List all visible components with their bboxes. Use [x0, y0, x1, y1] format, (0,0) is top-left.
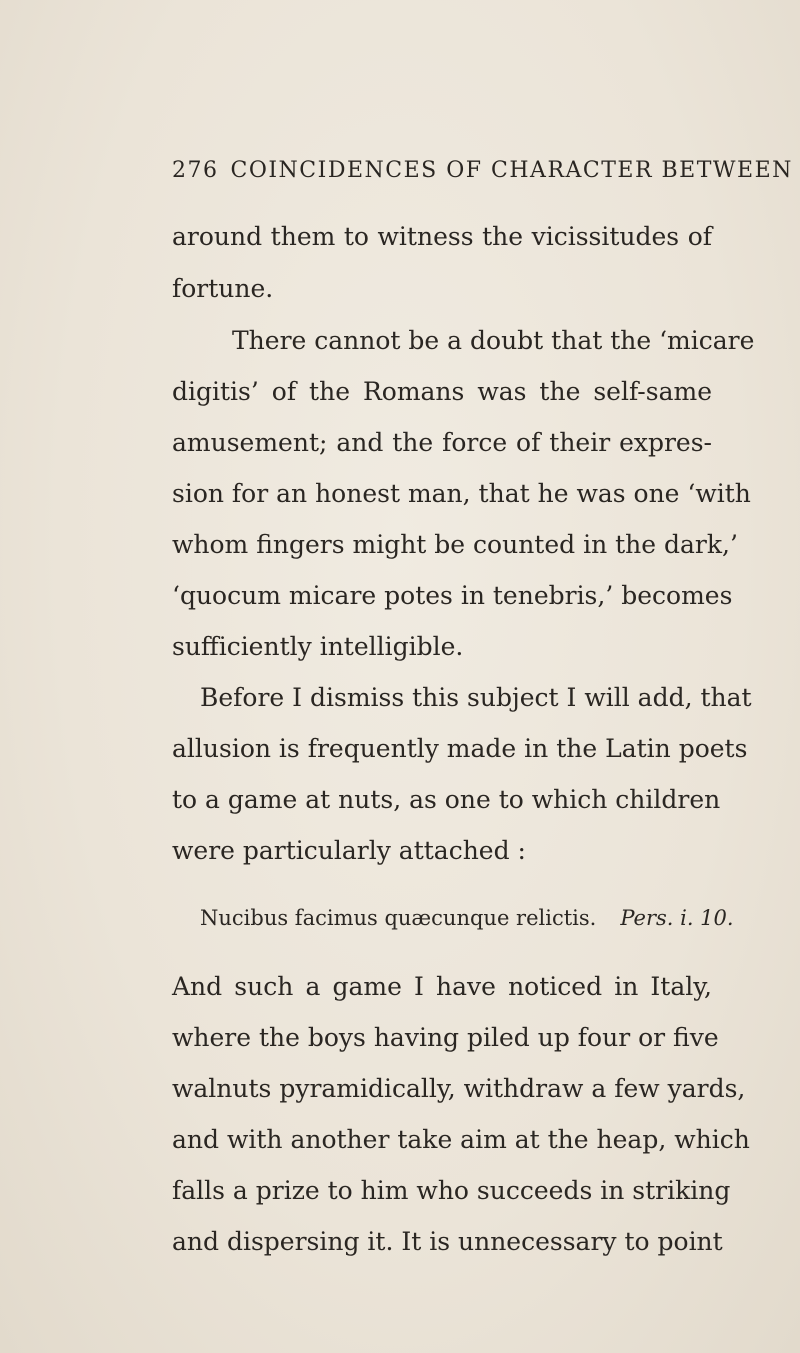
text-line: around them to witness the vicissitudes of [172, 222, 712, 251]
running-header [172, 158, 793, 183]
text-line: where the boys having piled up four or five [172, 1023, 719, 1052]
latin-quotation [200, 906, 734, 930]
text-line: ‘quocum micare potes in tenebris,’ becomes [172, 581, 733, 610]
text-line: walnuts pyramidically, withdraw a few yards, [172, 1074, 746, 1103]
text-line: fortune. [172, 274, 274, 303]
text-line: falls a prize to him who succeeds in striking [172, 1176, 731, 1205]
text-line: And such a game I have noticed in Italy, [172, 972, 712, 1001]
paragraph-start-line: Before I dismiss this subject I will add, that [200, 683, 752, 712]
quote-citation: Pers. i. 10. [620, 906, 734, 930]
paragraph-start-line: There cannot be a doubt that the ‘micare [232, 326, 755, 355]
text-line: allusion is frequently made in the Latin poets [172, 734, 748, 763]
text-line: were particularly attached : [172, 836, 526, 865]
running-title: COINCIDENCES OF CHARACTER BETWEEN [230, 158, 793, 183]
text-line: whom fingers might be counted in the dark,’ [172, 530, 738, 559]
text-line: digitis’ of the Romans was the self-same [172, 377, 712, 406]
text-line: sufficiently intelligible. [172, 632, 464, 661]
text-line: and with another take aim at the heap, which [172, 1125, 750, 1154]
page-number: 276 [172, 158, 219, 183]
text-line: to a game at nuts, as one to which children [172, 785, 721, 814]
quote-text: Nucibus facimus quæcunque relictis. [200, 906, 597, 930]
text-line: amusement; and the force of their expres- [172, 428, 712, 457]
text-line: sion for an honest man, that he was one ‘with [172, 479, 751, 508]
text-line: and dispersing it. It is unnecessary to point [172, 1227, 723, 1256]
